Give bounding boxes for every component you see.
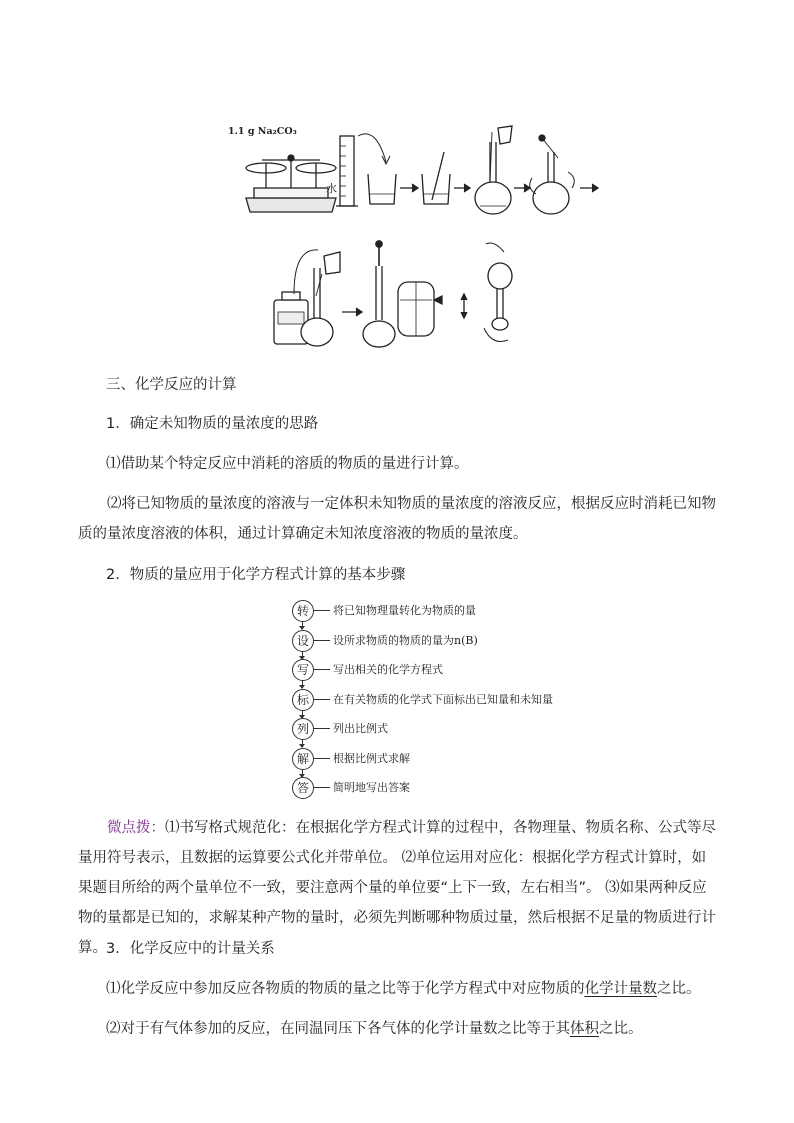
flow-step bbox=[292, 689, 552, 719]
underlined-term: 体积 bbox=[570, 1021, 599, 1037]
step-connector bbox=[314, 758, 330, 759]
section3-heading: 3．化学反应中的计量关系 bbox=[106, 941, 275, 957]
step-text: 在有关物质的化学式下面标出已知量和未知量 bbox=[333, 692, 553, 706]
step-text: 设所求物质的物质的量为n(B) bbox=[333, 633, 478, 647]
step-text: 列出比例式 bbox=[333, 722, 388, 735]
step-text: 写出相关的化学方程式 bbox=[333, 663, 443, 676]
tip-text: ⑴书写格式规范化：在根据化学方程式计算的过程中，各物理量、物质名称、公式等尽量用符号表示，且数据的运算要公式化并带单位。 ⑵单位运用对应化：根据化学方程式计算时，如果题目所给的两个量单位不一致，要注意两个量的单位要“上下一致，左右相当”。 ⑶如果两种反应物的量都是已知的，求解某种产物的量时，必须先判断哪种物质过量，然后根据不足量的物质进行计算。 bbox=[78, 820, 716, 956]
step-connector bbox=[314, 699, 330, 700]
step-connector bbox=[314, 787, 330, 788]
underlined-term: 化学计量数 bbox=[584, 981, 657, 997]
step-badge: 标 bbox=[292, 689, 314, 711]
flow-step bbox=[292, 659, 552, 689]
section1-point1: ⑴借助某个特定反应中消耗的溶质的物质的量进行计算。 bbox=[106, 456, 469, 472]
section-title: 三、化学反应的计算 bbox=[106, 377, 237, 393]
step-badge: 设 bbox=[292, 630, 314, 652]
tip-label: 微点拨： bbox=[107, 820, 165, 836]
step-text: 根据比例式求解 bbox=[333, 751, 410, 765]
down-arrow-icon bbox=[302, 769, 303, 777]
text-segment: ⑴化学反应中参加反应各物质的物质的量之比等于化学方程式中对应物质的 bbox=[106, 981, 585, 997]
step-connector bbox=[314, 640, 330, 641]
down-arrow-icon bbox=[302, 739, 303, 747]
step-connector bbox=[314, 610, 330, 611]
step-text: 将已知物理量转化为物质的量 bbox=[333, 604, 476, 617]
down-arrow-icon bbox=[302, 621, 303, 629]
step-connector bbox=[314, 669, 330, 670]
reagent-label: 1.1 g Na₂CO₃ bbox=[228, 126, 297, 137]
flow-step bbox=[292, 630, 552, 660]
flow-step bbox=[292, 600, 552, 630]
step-connector bbox=[314, 728, 330, 729]
flow-step bbox=[292, 748, 552, 778]
text-segment: 之比。 bbox=[599, 1021, 643, 1037]
water-label: 水 bbox=[326, 182, 337, 195]
text-segment: 之比。 bbox=[657, 981, 701, 997]
step-badge: 转 bbox=[292, 600, 314, 622]
text-segment: ⑵对于有气体参加的反应，在同温同压下各气体的化学计量数之比等于其 bbox=[106, 1021, 570, 1037]
section3-point1 bbox=[106, 974, 746, 1004]
apparatus-drawing-bottom bbox=[268, 238, 518, 350]
step-text: 简明地写出答案 bbox=[333, 781, 410, 794]
flow-step bbox=[292, 718, 552, 748]
section1-point2: ⑵将已知物质的量浓度的溶液与一定体积未知物质的量浓度的溶液反应，根据反应时消耗已知物质的量浓度溶液的体积，通过计算确定未知浓度溶液的物质的量浓度。 bbox=[78, 496, 716, 542]
flow-step bbox=[292, 777, 552, 807]
section1-heading: 1．确定未知物质的量浓度的思路 bbox=[106, 416, 319, 432]
down-arrow-icon bbox=[302, 680, 303, 688]
step-badge: 答 bbox=[292, 777, 314, 799]
step-badge: 解 bbox=[292, 748, 314, 770]
step-badge: 列 bbox=[292, 718, 314, 740]
apparatus-figure-bottom bbox=[268, 238, 518, 350]
section2-heading: 2．物质的量应用于化学方程式计算的基本步骤 bbox=[106, 567, 406, 583]
step-badge: 写 bbox=[292, 659, 314, 681]
down-arrow-icon bbox=[302, 651, 303, 659]
down-arrow-icon bbox=[302, 710, 303, 718]
calculation-steps-flowchart bbox=[292, 600, 552, 807]
section3-point2 bbox=[106, 1014, 746, 1044]
